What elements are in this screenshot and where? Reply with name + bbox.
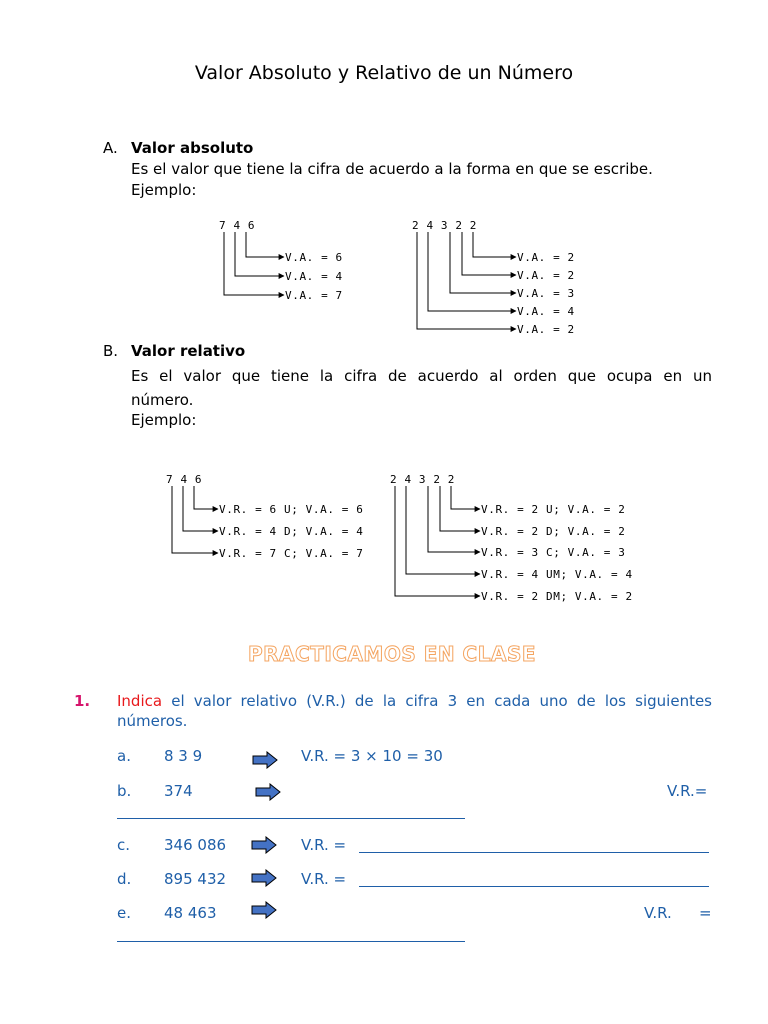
item-e-value: 48 463 [164,904,217,922]
item-e-answer-line[interactable] [117,941,465,942]
section-b-definition: Es el valor que tiene la cifra de acuerdo al orden que ocupa en un [131,367,712,385]
va-diagram1-label: V.A. = 6 [285,251,343,264]
right-arrow-icon [255,783,281,801]
exercise-prompt-end: números. [117,712,188,730]
item-c-answer-line[interactable] [359,852,709,853]
section-b-example-label: Ejemplo: [131,411,197,429]
section-a-letter: A. [103,139,118,157]
va-diagram2-label: V.A. = 2 [517,251,575,264]
vr-diagram2-number: 2 4 3 2 2 [390,473,456,486]
vr-diagram1-label: V.R. = 6 U; V.A. = 6 [219,503,364,516]
right-arrow-icon [252,751,278,769]
item-b-answer-line[interactable] [117,818,465,819]
item-a-value: 8 3 9 [164,747,203,765]
right-arrow-icon [251,901,277,919]
vr-diagram2-label: V.R. = 4 UM; V.A. = 4 [481,568,633,581]
item-c-letter: c. [117,836,131,854]
item-a-answer: V.R. = 3 × 10 = 30 [301,747,443,765]
right-arrow-icon [251,869,277,887]
item-b-letter: b. [117,782,132,800]
vr-diagram2-label: V.R. = 3 C; V.A. = 3 [481,546,626,559]
item-d-value: 895 432 [164,870,227,888]
item-b-answer-label: V.R.= [667,782,708,800]
vr-diagram1-label: V.R. = 7 C; V.A. = 7 [219,547,364,560]
vr-diagram2-label: V.R. = 2 U; V.A. = 2 [481,503,626,516]
right-arrow-icon [251,836,277,854]
item-e-answer-equals: = [699,904,712,922]
item-d-letter: d. [117,870,132,888]
va-diagram2-label: V.A. = 2 [517,323,575,336]
section-a-definition: Es el valor que tiene la cifra de acuerdo a la forma en que se escribe. [131,160,653,178]
va-diagram2-label: V.A. = 3 [517,287,575,300]
item-d-answer-label: V.R. = [301,870,347,888]
section-b-letter: B. [103,342,119,360]
exercise-prompt [117,692,712,710]
exercise-prompt-text: el valor relativo (V.R.) de la cifra 3 en cada uno de los siguientes [162,692,712,710]
practice-heading: PRACTICAMOS EN CLASE [247,642,537,666]
vr-diagram2-label: V.R. = 2 D; V.A. = 2 [481,525,626,538]
item-e-letter: e. [117,904,131,922]
item-c-answer-label: V.R. = [301,836,347,854]
item-b-value: 374 [164,782,193,800]
va-diagram2-number: 2 4 3 2 2 [412,219,478,232]
exercise-number: 1. [74,692,91,710]
va-diagram1-label: V.A. = 7 [285,289,343,302]
section-a-example-label: Ejemplo: [131,181,197,199]
item-a-letter: a. [117,747,131,765]
va-diagram2-label: V.A. = 4 [517,305,575,318]
section-a-heading: Valor absoluto [131,139,254,157]
vr-diagram1-number: 7 4 6 [166,473,203,486]
va-diagram1-number: 7 4 6 [219,219,256,232]
item-e-answer-label: V.R. [644,904,672,922]
item-d-answer-line[interactable] [359,886,709,887]
vr-diagram2-label: V.R. = 2 DM; V.A. = 2 [481,590,633,603]
vr-diagram1-label: V.R. = 4 D; V.A. = 4 [219,525,364,538]
va-diagram1-label: V.A. = 4 [285,270,343,283]
section-b-definition-end: número. [131,391,194,409]
page-title: Valor Absoluto y Relativo de un Número [194,62,574,84]
item-c-value: 346 086 [164,836,227,854]
section-b-heading: Valor relativo [131,342,246,360]
va-diagram2-label: V.A. = 2 [517,269,575,282]
exercise-verb: Indica [117,692,163,710]
